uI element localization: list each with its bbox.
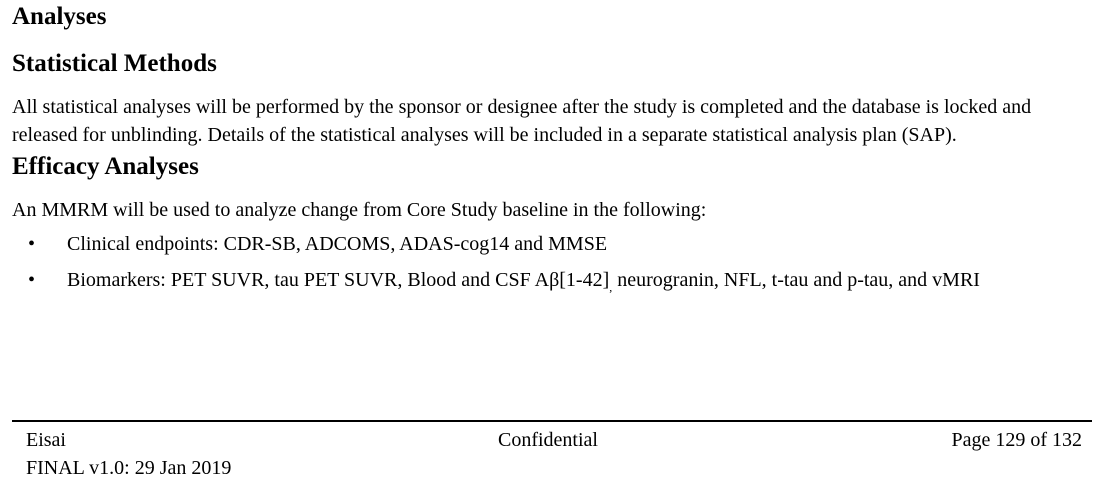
- statistical-methods-paragraph: All statistical analyses will be performed by the sponsor or designee after the study is completed and the database is locked and released for unblinding. Details of the statistical analyses will be included in a separate statistical analysis plan (SAP).: [12, 96, 1032, 146]
- footer-row-1: [12, 426, 1082, 454]
- bullet-text-clinical-endpoints: Clinical endpoints: CDR-SB, ADCOMS, ADAS-cog14 and MMSE: [67, 233, 608, 255]
- bullet-icon: •: [28, 233, 36, 255]
- bullet-text-biomarkers-part2: neurogranin, NFL, t-tau and p-tau, and vMRI: [612, 269, 980, 291]
- bullet-text-biomarkers: [67, 269, 980, 294]
- bullet-text-biomarkers-subscript: ,: [609, 280, 613, 294]
- efficacy-analyses-heading: Efficacy Analyses: [12, 153, 199, 180]
- footer-row-2: [12, 454, 1082, 482]
- list-item: [12, 230, 1092, 258]
- footer-company: Eisai: [26, 429, 66, 451]
- bullet-text-biomarkers-part1: Biomarkers: PET SUVR, tau PET SUVR, Blood and CSF Aβ[1-42]: [67, 269, 610, 291]
- efficacy-bullet-list: [12, 230, 1092, 301]
- footer-page-number: Page 129 of 132: [951, 429, 1082, 451]
- efficacy-intro-paragraph: An MMRM will be used to analyze change from Core Study baseline in the following:: [12, 199, 707, 221]
- statistical-methods-heading: Statistical Methods: [12, 50, 217, 77]
- footer-divider: [12, 420, 1092, 422]
- footer-confidentiality: Confidential: [498, 429, 598, 451]
- document-page: [12, 0, 1092, 301]
- list-item: [12, 266, 1092, 301]
- section-title: Analyses: [12, 3, 107, 30]
- bullet-icon: •: [28, 269, 36, 291]
- footer-version: FINAL v1.0: 29 Jan 2019: [26, 457, 232, 479]
- page-footer: [12, 426, 1082, 482]
